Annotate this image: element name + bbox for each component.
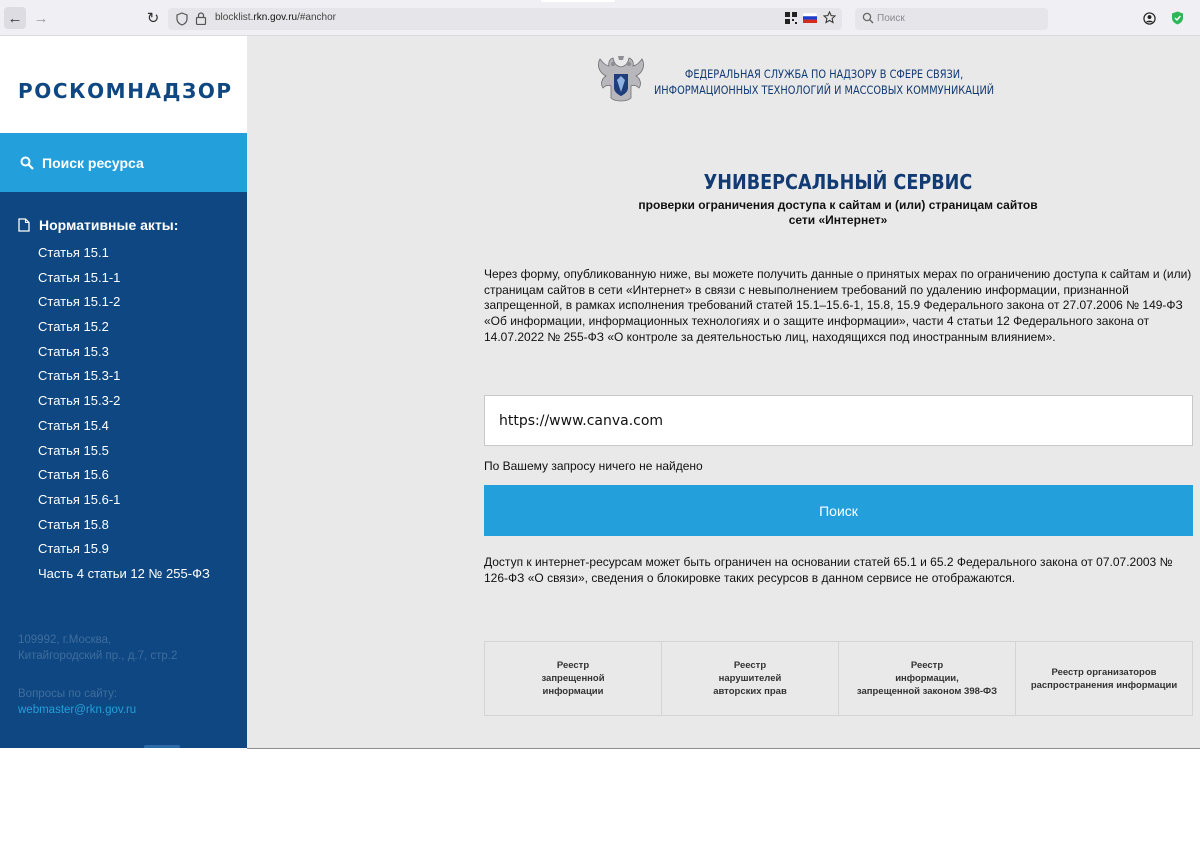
sidebar-item-label: Поиск ресурса bbox=[42, 154, 144, 171]
regulatory-acts-list bbox=[38, 244, 210, 590]
extension-button[interactable] bbox=[1166, 7, 1188, 29]
account-icon bbox=[1143, 12, 1156, 25]
sidebar-item-article-15-8[interactable]: Статья 15.8 bbox=[38, 516, 109, 532]
shield-check-icon bbox=[1171, 11, 1184, 25]
search-placeholder: Поиск bbox=[877, 13, 905, 24]
bookmark-star-icon[interactable] bbox=[823, 11, 836, 24]
resource-url-input[interactable] bbox=[484, 395, 1193, 446]
contact-label: Вопросы по сайту: bbox=[18, 688, 118, 700]
site-contact bbox=[18, 686, 136, 718]
url-text[interactable]: blocklist.rkn.gov.ru/#anchor bbox=[215, 12, 337, 23]
sidebar-item-article-15-5[interactable]: Статья 15.5 bbox=[38, 442, 109, 458]
service-title: УНИВЕРСАЛЬНЫЙ СЕРВИС bbox=[703, 170, 973, 194]
address-line: Китайгородский пр., д.7, стр.2 bbox=[18, 650, 178, 662]
forward-button[interactable] bbox=[30, 7, 52, 29]
web-page bbox=[0, 36, 1200, 748]
reload-icon: ↻ bbox=[146, 10, 160, 27]
sidebar-item-article-15-3-2[interactable]: Статья 15.3-2 bbox=[38, 393, 121, 409]
sidebar-item-article-15-3-1[interactable]: Статья 15.3-1 bbox=[38, 368, 121, 384]
sidebar-item-article-15-2[interactable]: Статья 15.2 bbox=[38, 319, 109, 335]
registry-link-copyright-violators[interactable]: Реестр нарушителей авторских прав bbox=[662, 642, 839, 715]
search-icon bbox=[862, 12, 874, 24]
contact-email-link[interactable]: webmaster@rkn.gov.ru bbox=[18, 704, 137, 716]
agency-title-line: ИНФОРМАЦИОННЫХ ТЕХНОЛОГИЙ И МАССОВЫХ КОММУНИКАЦИЙ bbox=[654, 82, 995, 97]
service-subtitle bbox=[484, 198, 1192, 228]
sidebar-item-article-15-6[interactable]: Статья 15.6 bbox=[38, 467, 109, 483]
search-result-message: По Вашему запросу ничего не найдено bbox=[484, 459, 703, 473]
reload-button[interactable] bbox=[142, 7, 164, 29]
browser-search-bar[interactable] bbox=[855, 8, 1048, 30]
viewport-bottom-border bbox=[247, 748, 1200, 749]
sidebar-item-article-15-6-1[interactable]: Статья 15.6-1 bbox=[38, 491, 121, 507]
arrow-left-icon: ← bbox=[7, 9, 23, 27]
sidebar-item-part-4-article-12[interactable]: Часть 4 статьи 12 № 255-ФЗ bbox=[38, 565, 210, 581]
registry-link-information-distributors[interactable]: Реестр организаторов распространения информации bbox=[1030, 666, 1178, 691]
agency-title bbox=[654, 66, 994, 98]
tracking-shield-icon[interactable] bbox=[176, 12, 188, 26]
search-icon bbox=[20, 156, 34, 170]
search-button[interactable]: Поиск bbox=[484, 485, 1193, 536]
intro-text: Через форму, опубликованную ниже, вы можете получить данные о принятых мерах по ограничению доступа к сайтам и (или) страницам сайтов в сети «Интернет» в связи с невыполнением требований по удалению информации, признанной запрещенной, в рамках исполнения требований статей 15.1–15.6-1, 15.8, 15.9 Федерального закона от 27.07.2006 № 149-ФЗ «Об информации, информационных технологиях и о защите информации», части 4 статьи 12 Федерального закона от 14.07.2022 № 255-ФЗ «О контроле за деятельностью лиц, находящихся под иностранным влиянием». bbox=[484, 267, 1192, 344]
acts-title: Нормативные акты: bbox=[39, 217, 179, 233]
sidebar-tab-marker bbox=[144, 745, 180, 748]
postal-address bbox=[18, 632, 177, 664]
arrow-right-icon: → bbox=[33, 9, 49, 27]
registries-links bbox=[484, 641, 1193, 716]
agency-title-line: ФЕДЕРАЛЬНАЯ СЛУЖБА ПО НАДЗОРУ В СФЕРЕ СВЯЗИ, bbox=[684, 66, 964, 81]
document-icon bbox=[18, 218, 30, 232]
sidebar-item-article-15-9[interactable]: Статья 15.9 bbox=[38, 541, 109, 557]
registry-link-prohibited-information[interactable]: Реестр запрещенной информации bbox=[485, 642, 662, 715]
subtitle-line: сети «Интернет» bbox=[788, 213, 888, 227]
account-button[interactable] bbox=[1138, 7, 1160, 29]
logo-area[interactable] bbox=[0, 36, 247, 133]
sidebar-item-article-15-4[interactable]: Статья 15.4 bbox=[38, 417, 109, 433]
sidebar-item-article-15-1-1[interactable]: Статья 15.1-1 bbox=[38, 269, 121, 285]
address-line: 109992, г.Москва, bbox=[18, 634, 112, 646]
sidebar-item-article-15-3[interactable]: Статья 15.3 bbox=[38, 343, 109, 359]
sidebar bbox=[0, 36, 247, 748]
disclaimer-text: Доступ к интернет-ресурсам может быть ограничен на основании статей 65.1 и 65.2 Федерального закона от 07.07.2003 № 126-ФЗ «О связи», сведения о блокировке таких ресурсов в данном сервисе не отображаются. bbox=[484, 555, 1173, 585]
qr-code-icon[interactable] bbox=[785, 12, 797, 24]
site-logo[interactable]: РОСКОМНАДЗОР bbox=[18, 79, 233, 103]
sidebar-item-article-15-1[interactable]: Статья 15.1 bbox=[38, 245, 109, 260]
regulatory-acts-heading bbox=[18, 217, 178, 233]
sidebar-item-resource-search[interactable] bbox=[0, 133, 247, 192]
russian-flag-icon[interactable] bbox=[803, 13, 817, 23]
sidebar-item-article-15-1-2[interactable]: Статья 15.1-2 bbox=[38, 294, 121, 310]
browser-toolbar bbox=[0, 0, 1200, 36]
double-headed-eagle-emblem-icon bbox=[596, 54, 646, 109]
registry-link-law-398[interactable]: Реестр информации, запрещенной законом 398-ФЗ bbox=[839, 642, 1016, 715]
back-button[interactable] bbox=[4, 7, 26, 29]
active-tab-edge bbox=[541, 0, 615, 2]
address-bar[interactable] bbox=[168, 8, 842, 30]
lock-icon[interactable] bbox=[195, 12, 207, 25]
subtitle-line: проверки ограничения доступа к сайтам и (или) страницам сайтов bbox=[638, 198, 1038, 212]
agency-header bbox=[596, 54, 1054, 109]
